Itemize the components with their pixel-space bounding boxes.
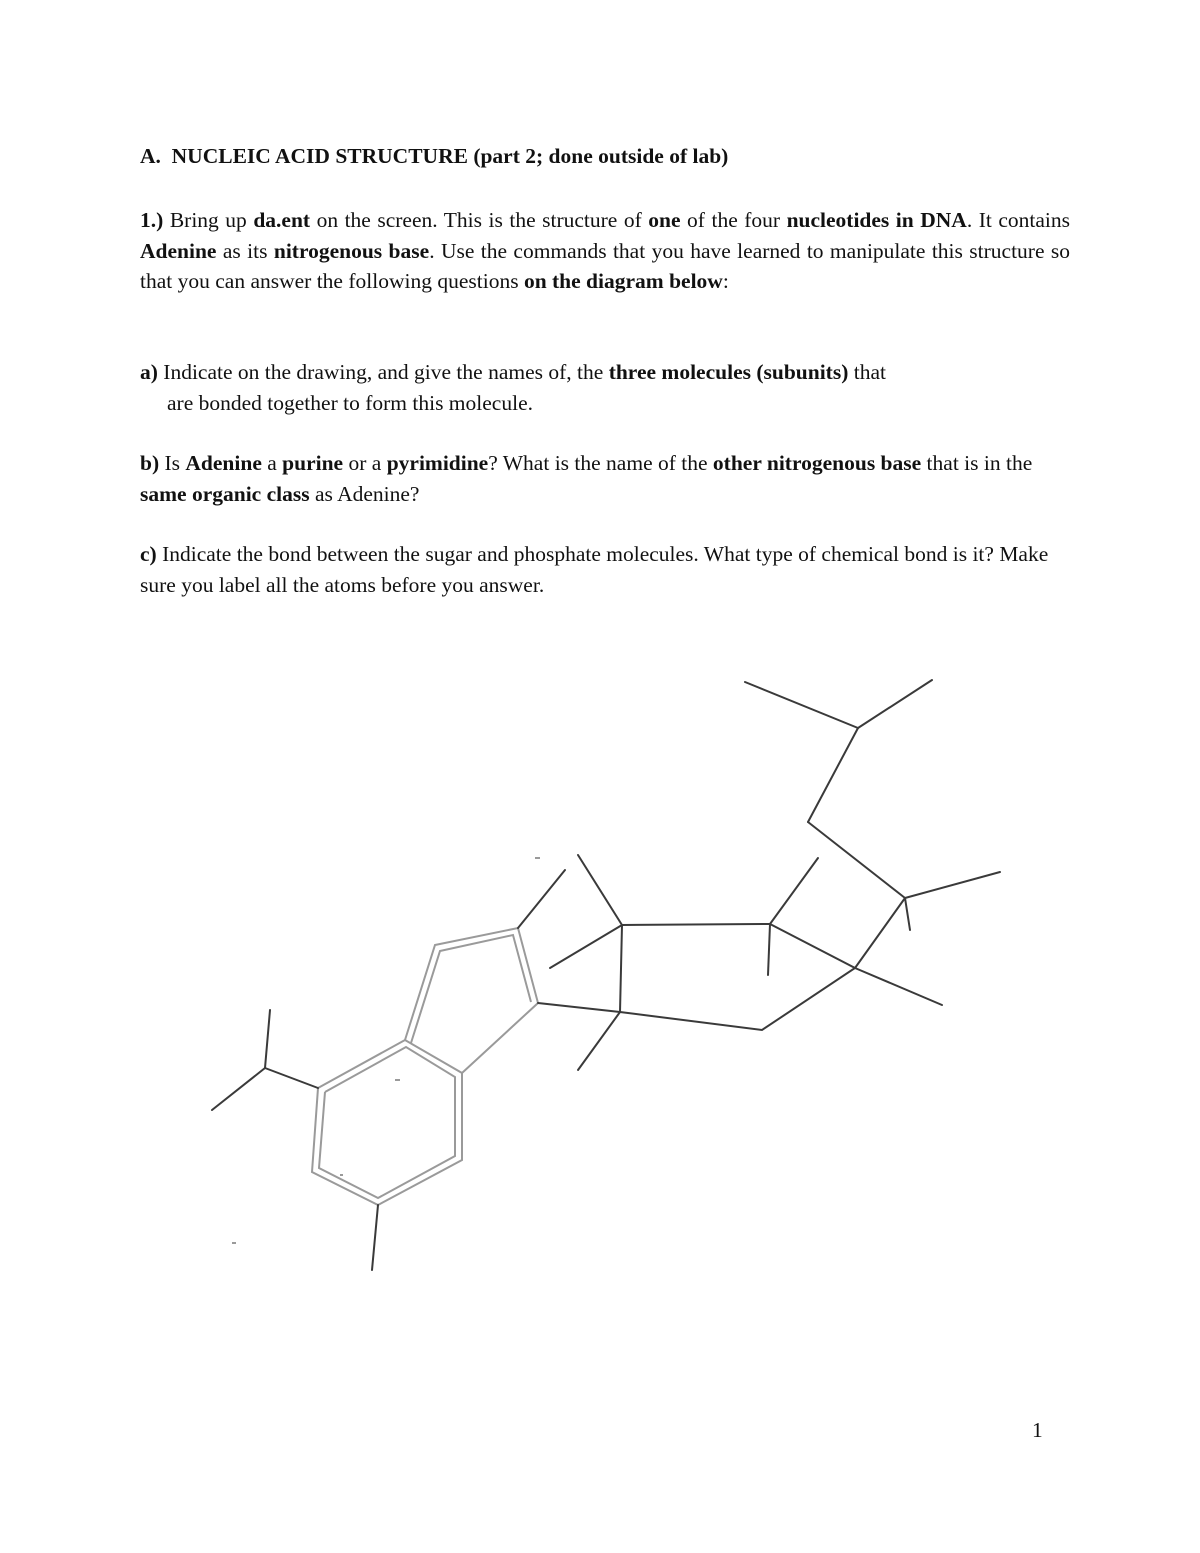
page-number: 1 [1032,1418,1043,1442]
part-a-text-2: that [853,360,886,384]
q1-text-2: on the screen. This is the structure of [316,208,642,232]
part-b-purine: purine [282,451,344,475]
q1-filename: da.ent [253,208,311,232]
part-b-text-2: a [267,451,277,475]
section-subtitle: (part 2; done outside of lab) [473,144,729,168]
adenine-rings [312,928,538,1205]
part-b-pyrimidine: pyrimidine [386,451,489,475]
part-b-other-base: other nitrogenous base [712,451,922,475]
q1-text-6: . Use the commands that you have learned to manipulate this structure so that you can answer the following questions [140,238,1070,293]
section-title: NUCLEIC ACID STRUCTURE [171,144,468,168]
part-a-text-1: Indicate on the drawing, and give the names of, the [163,360,604,384]
part-b-adenine: Adenine [185,451,262,475]
q1-adenine: Adenine [140,238,217,263]
q1-text-7: : [722,269,729,293]
part-b-text-5: that is in the [926,451,1033,475]
part-a-text-3: are bonded together to form this molecule. [167,390,533,415]
part-b-text-1: Is [164,451,181,475]
part-a-bold: three molecules (subunits) [608,360,849,384]
part-b-text-6: as Adenine? [314,481,420,506]
question-number: 1.) [140,208,164,232]
q1-text-5: as its [222,238,268,263]
part-a-letter: a) [140,360,158,384]
part-c-letter: c) [140,542,157,566]
section-label: A. [140,144,161,168]
q1-diagram: on the diagram below [523,269,723,293]
q1-one: one [648,208,681,232]
part-b-text-3: or a [348,451,382,475]
part-b-same-class: same organic class [140,481,310,506]
q1-text-3: of the four [687,208,781,232]
part-b-text-4: ? What is the name of the [488,451,708,475]
q1-base: nitrogenous base [273,238,430,263]
part-b-letter: b) [140,451,160,475]
deoxyribose-sugar [538,855,942,1070]
q1-text-1: Bring up [169,208,247,232]
q1-nucleotides: nucleotides in DNA [786,208,967,232]
part-c-text: Indicate the bond between the sugar and phosphate molecules. What type of chemical bond is it? Make sure you label all the atoms before you answer. [140,542,1049,597]
q1-text-4: . It contains [966,208,1071,232]
phosphate-chain [745,680,1000,930]
